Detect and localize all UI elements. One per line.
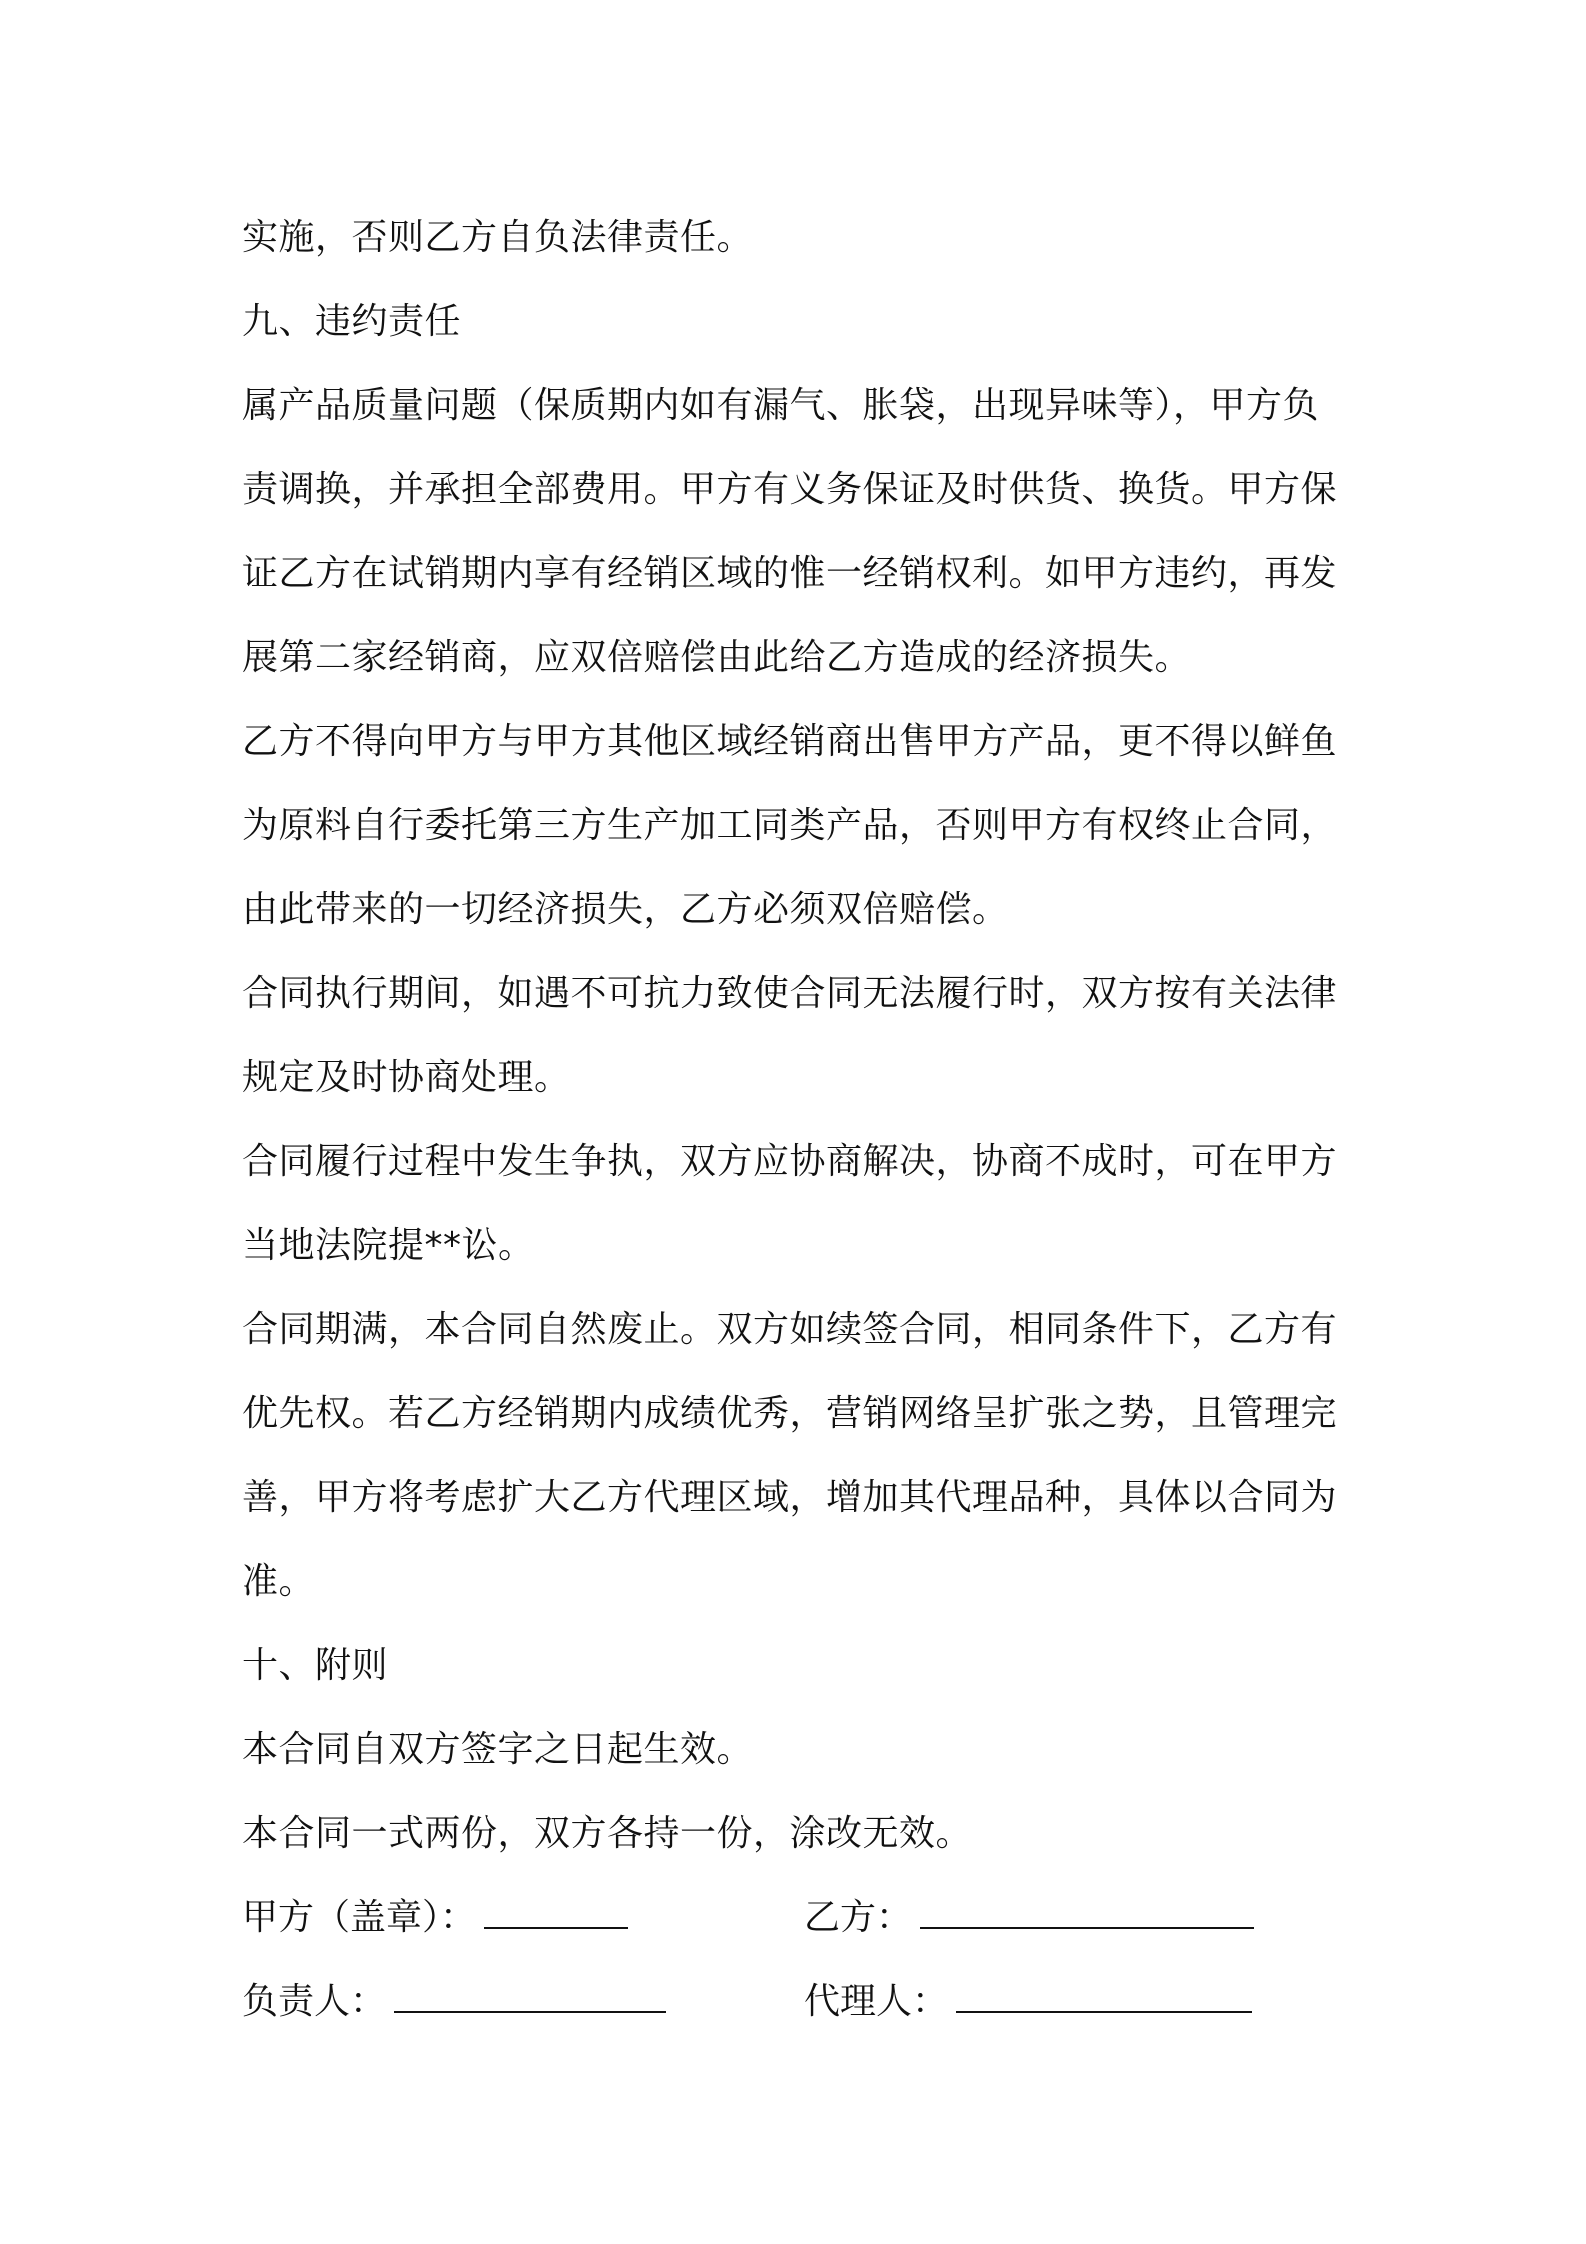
responsible-label: 负责人： bbox=[242, 1981, 387, 2022]
section-heading: 九、违约责任 bbox=[242, 301, 462, 342]
text-line: 由此带来的一切经济损失，乙方必须双倍赔偿。 bbox=[242, 889, 1009, 930]
text-line: 合同期满，本合同自然废止。双方如续签合同，相同条件下，乙方有 bbox=[242, 1309, 1338, 1350]
text-line: 为原料自行委托第三方生产加工同类产品，否则甲方有权终止合同， bbox=[242, 805, 1338, 846]
responsible-blank-line[interactable] bbox=[394, 1967, 666, 2013]
text-line: 当地法院提**讼。 bbox=[242, 1225, 535, 1266]
text-line: 责调换，并承担全部费用。甲方有义务保证及时供货、换货。甲方保 bbox=[242, 469, 1338, 510]
text-line: 优先权。若乙方经销期内成绩优秀，营销网络呈扩张之势，且管理完 bbox=[242, 1393, 1338, 1434]
signature-row-2 bbox=[242, 1960, 1362, 2044]
party-a-signature bbox=[242, 1876, 628, 1960]
text-line: 展第二家经销商，应双倍赔偿由此给乙方造成的经济损失。 bbox=[242, 637, 1192, 678]
text-line: 合同执行期间，如遇不可抗力致使合同无法履行时，双方按有关法律 bbox=[242, 973, 1338, 1014]
text-line: 本合同自双方签字之日起生效。 bbox=[242, 1729, 754, 1770]
text-line: 善，甲方将考虑扩大乙方代理区域，增加其代理品种，具体以合同为 bbox=[242, 1477, 1338, 1518]
text-line: 属产品质量问题（保质期内如有漏气、胀袋，出现异味等），甲方负 bbox=[242, 385, 1320, 426]
text-line: 证乙方在试销期内享有经销区域的惟一经销权利。如甲方违约，再发 bbox=[242, 553, 1338, 594]
text-line: 合同履行过程中发生争执，双方应协商解决，协商不成时，可在甲方 bbox=[242, 1141, 1338, 1182]
agent-label: 代理人： bbox=[804, 1981, 949, 2022]
document-page bbox=[242, 196, 1362, 2044]
text-line: 规定及时协商处理。 bbox=[242, 1057, 571, 1098]
party-b-label: 乙方： bbox=[804, 1897, 913, 1938]
party-a-blank-line[interactable] bbox=[484, 1883, 628, 1929]
agent-blank-line[interactable] bbox=[956, 1967, 1252, 2013]
responsible-signature bbox=[242, 1960, 666, 2044]
text-line: 本合同一式两份，双方各持一份，涂改无效。 bbox=[242, 1813, 973, 1854]
section-heading: 十、附则 bbox=[242, 1645, 389, 1686]
signature-row-1 bbox=[242, 1876, 1362, 1960]
agent-signature bbox=[804, 1960, 1252, 2044]
party-b-signature bbox=[804, 1876, 1254, 1960]
text-line: 乙方不得向甲方与甲方其他区域经销商出售甲方产品，更不得以鲜鱼 bbox=[242, 721, 1338, 762]
party-a-label: 甲方（盖章）： bbox=[242, 1897, 477, 1938]
text-line: 准。 bbox=[242, 1561, 316, 1602]
text-line: 实施，否则乙方自负法律责任。 bbox=[242, 217, 754, 258]
party-b-blank-line[interactable] bbox=[920, 1883, 1254, 1929]
